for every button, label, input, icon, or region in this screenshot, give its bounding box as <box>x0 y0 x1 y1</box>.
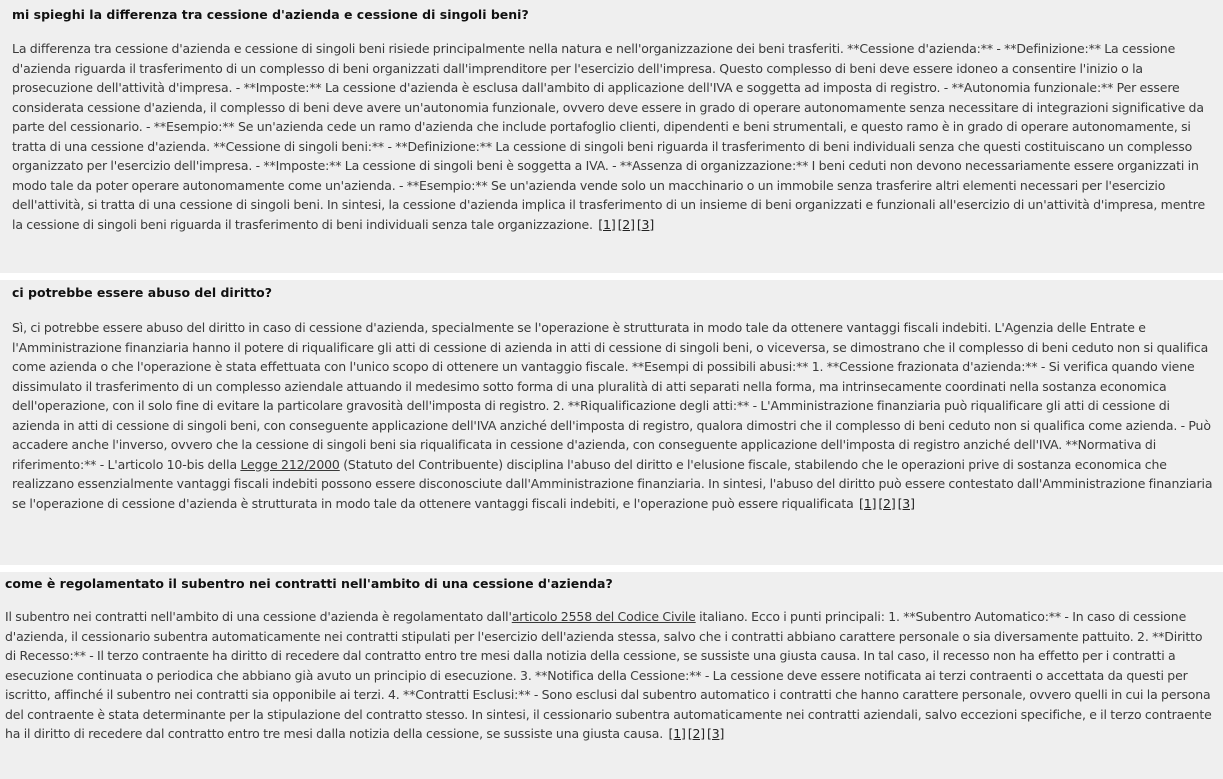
ref-link-2[interactable]: [2] <box>687 726 705 741</box>
answer-1-text: La differenza tra cessione d'azienda e cessione di singoli beni risiede principalmente nella natura e nell'organizzazione dei beni trasferiti. **Cessione d'azienda:** - **Definizione:** La cessione d'azienda riguarda il trasferimento di un complesso di beni organizzati dall'imprenditore per l'esercizio dell'impresa. Questo complesso di beni deve essere idoneo a consentire l'inizio o la prosecuzione dell'attività d'impresa. - **Imposte:** La cessione d'azienda è esclusa dall'ambito di applicazione dell'IVA e soggetta ad imposta di registro. - **Autonomia funzionale:** Per essere considerata cessione d'azienda, il complesso di beni deve avere un'autonomia funzionale, ovvero deve essere in grado di operare autonomamente senza necessitare di integrazioni significative da parte del cessionario. - **Esempio:** Se un'azienda cede un ramo d'azienda che include portafoglio clienti, dipendenti e beni strumentali, e questo ramo è in grado di operare autonomamente, si tratta di una cessione d'azienda. **Cessione di singoli beni:** - **Definizione:** La cessione di singoli beni riguarda il trasferimento di beni individuali senza che questi costituiscano un complesso organizzato per l'esercizio dell'impresa. - **Imposte:** La cessione di singoli beni è soggetta a IVA. - **Assenza di organizzazione:** I beni ceduti non devono necessariamente essere organizzati in modo tale da poter operare autonomamente come un'azienda. - **Esempio:** Se un'azienda vende solo un macchinario o un immobile senza trasferire altri elementi necessari per l'esercizio dell'attività, si tratta di una cessione di singoli beni. In sintesi, la cessione d'azienda implica il trasferimento di un insieme di beni organizzati e funzionali all'esercizio di un'attività d'impresa, mentre la cessione di singoli beni riguarda il trasferimento di beni individuali senza tale organizzazione. <box>12 41 1206 232</box>
qa-block-3 <box>0 572 1223 779</box>
answer-3-text-after: italiano. Ecco i punti principali: 1. **Subentro Automatico:** - In caso di cessione d'azienda, il cessionario subentra automaticamente nei contratti stipulati per l'esercizio dell'azienda stessa, salvo che i contratti abbiano carattere personale o sia diversamente pattuito. 2. **Diritto di Recesso:** - Il terzo contraente ha diritto di recedere dal contratto entro tre mesi dalla notizia della cessione, se sussiste una giusta causa. In tal caso, il recesso non ha effetto per i contratti a esecuzione continuata o periodica che abbiano già avuto un principio di esecuzione. 3. **Notifica della Cessione:** - La cessione deve essere notificata ai terzi contraenti o accettata da questi per iscritto, affinché il subentro nei contratti sia opponibile ai terzi. 4. **Contratti Esclusi:** - Sono esclusi dal subentro automatico i contratti che hanno carattere personale, ovvero quelli in cui la persona del contraente è stata determinante per la stipulazione del contratto stesso. In sintesi, il cessionario subentra automaticamente nei contratti aziendali, salvo eccezioni specifiche, e il terzo contraente ha il diritto di recedere dal contratto entro tre mesi dalla notizia della cessione, se sussiste una giusta causa. <box>5 609 1212 741</box>
ref-link-3[interactable]: [3] <box>707 726 725 741</box>
answer-2-refs <box>857 496 915 511</box>
question-3: come è regolamentato il subentro nei contratti nell'ambito di una cessione d'azienda? <box>5 576 613 591</box>
ref-link-1[interactable]: [1] <box>859 495 877 511</box>
ref-link-1[interactable]: [1] <box>668 726 686 741</box>
answer-3-refs <box>666 726 724 741</box>
question-1: mi spieghi la differenza tra cessione d'azienda e cessione di singoli beni? <box>12 7 529 22</box>
law-link[interactable]: Legge 212/2000 <box>240 456 340 472</box>
answer-2-text-before: Sì, ci potrebbe essere abuso del diritto in caso di cessione d'azienda, specialmente se l'operazione è strutturata in modo tale da ottenere vantaggi fiscali indebiti. L'Agenzia delle Entrate e l'Amministrazione finanziaria hanno il potere di riqualificare gli atti di cessione di azienda in atti di cessione di singoli beni, o viceversa, se dimostrano che il complesso di beni ceduto non si qualifica come azienda o che l'operazione è stata effettuata con l'unico scopo di ottenere un vantaggio fiscale. **Esempi di possibili abusi:** 1. **Cessione frazionata d'azienda:** - Si verifica quando viene dissimulato il trasferimento di un complesso aziendale attuando il medesimo sotto forma di una pluralità di atti separati nella forma, ma intrinsecamente coordinati nella sostanza economica dell'operazione, con il solo fine di evitare la particolare gravosità dell'imposta di registro. 2. **Riqualificazione degli atti:** - L'Amministrazione finanziaria può riqualificare gli atti di cessione di azienda in atti di cessione di singoli beni, con conseguente applicazione dell'IVA anziché dell'imposta di registro, qualora dimostri che il complesso di beni ceduto non si qualifica come azienda. - Può accadere anche l'inverso, ovvero che la cessione di singoli beni sia riqualificata in cessione d'azienda, con conseguente applicazione dell'imposta di registro anziché dell'IVA. **Normativa di riferimento:** - L'articolo 10-bis della <box>12 320 1211 472</box>
answer-3 <box>5 607 1215 744</box>
ref-link-2[interactable]: [2] <box>878 495 896 511</box>
ref-link-3[interactable]: [3] <box>897 495 915 511</box>
answer-2 <box>12 318 1215 513</box>
answer-1-refs <box>596 217 654 232</box>
qa-block-2 <box>0 280 1223 565</box>
answer-2-text-after: (Statuto del Contribuente) disciplina l'abuso del diritto e l'elusione fiscale, stabilendo che le operazioni prive di sostanza economica che realizzano essenzialmente vantaggi fiscali indebiti possono essere disconosciute dall'Amministrazione finanziaria. In sintesi, l'abuso del diritto può essere contestato dall'Amministrazione finanziaria se l'operazione di cessione d'azienda è strutturata in modo tale da ottenere vantaggi fiscali indebiti, e l'operazione può essere riqualificata <box>12 456 1213 511</box>
civil-code-link[interactable]: articolo 2558 del Codice Civile <box>511 609 696 624</box>
question-2: ci potrebbe essere abuso del diritto? <box>12 285 272 300</box>
answer-3-text-before: Il subentro nei contratti nell'ambito di una cessione d'azienda è regolamentato dall' <box>5 609 512 624</box>
ref-link-2[interactable]: [2] <box>617 216 635 232</box>
ref-link-1[interactable]: [1] <box>598 216 616 232</box>
qa-block-1 <box>0 0 1223 273</box>
answer-1 <box>12 39 1215 234</box>
ref-link-3[interactable]: [3] <box>636 216 655 232</box>
